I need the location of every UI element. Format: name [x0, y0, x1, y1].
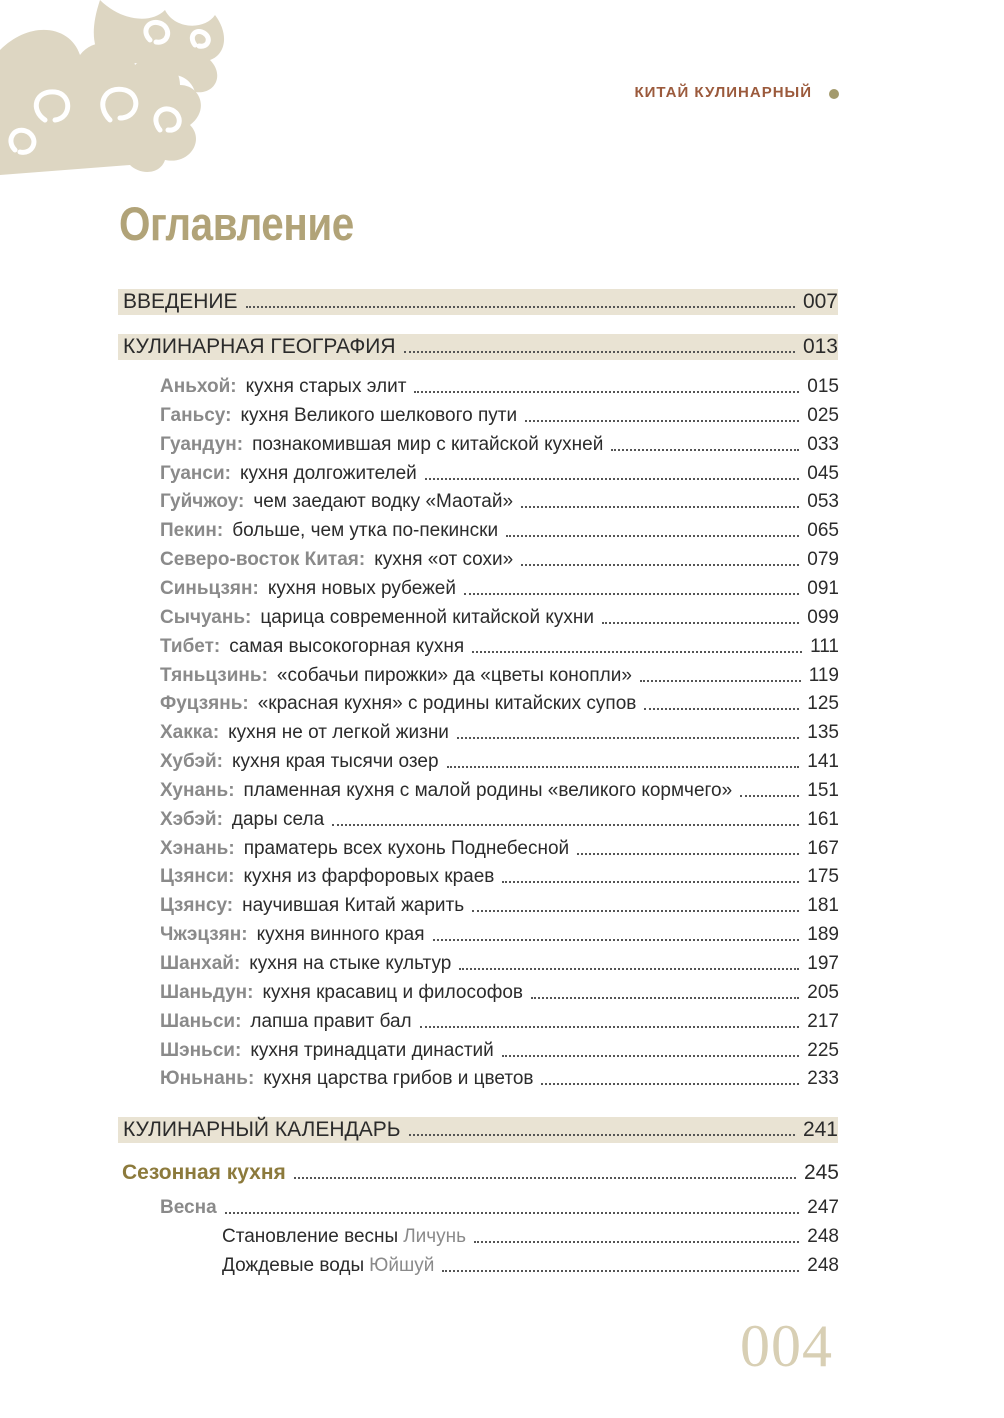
dot-leader — [404, 350, 795, 353]
dot-leader — [644, 707, 799, 710]
page-title: Оглавление — [119, 197, 354, 250]
region-description: праматерь всех кухонь Поднебесной — [243, 837, 570, 859]
toc-spring-entry[interactable] — [222, 1222, 839, 1248]
toc-region-entry[interactable] — [160, 603, 839, 629]
region-name: Гуандун: — [160, 433, 244, 455]
dot-leader — [225, 1211, 800, 1214]
entry-page: 181 — [807, 895, 839, 917]
region-description: чем заедают водку «Маотай» — [253, 491, 514, 513]
region-description: кухня «от сохи» — [374, 549, 514, 571]
section-page: 241 — [802, 1118, 838, 1141]
subsection-label: Сезонная кухня — [122, 1161, 286, 1184]
region-description: «собачьи пирожки» да «цветы конопли» — [276, 664, 632, 686]
entry-page: 079 — [807, 549, 839, 571]
entry-page: 248 — [807, 1226, 839, 1247]
dot-leader — [246, 305, 795, 308]
entry-page: 151 — [807, 779, 839, 801]
region-description: кухня красавиц и философов — [262, 981, 524, 1003]
entry-text — [222, 1226, 466, 1248]
section-label: ВВЕДЕНИЕ — [123, 290, 238, 313]
entry-text — [160, 866, 494, 888]
dot-leader — [531, 996, 799, 999]
dot-leader — [433, 938, 800, 941]
entry-text — [160, 578, 456, 600]
entry-text — [160, 405, 517, 427]
region-name: Ганьсу: — [160, 404, 232, 426]
dot-leader — [409, 1133, 795, 1136]
dot-leader — [425, 477, 800, 480]
region-name: Хакка: — [160, 722, 220, 744]
entry-text — [160, 463, 417, 485]
entry-text — [160, 1011, 412, 1033]
region-description: пламенная кухня с малой родины «великого кормчего» — [243, 779, 733, 801]
toc-region-entry[interactable] — [160, 1036, 839, 1062]
region-description: кухня новых рубежей — [267, 577, 456, 599]
dot-leader — [521, 505, 799, 508]
toc-region-entry[interactable] — [160, 718, 839, 744]
region-name: Цзянсу: — [160, 895, 234, 917]
toc-region-entry[interactable] — [160, 920, 839, 946]
entry-page: 065 — [807, 520, 839, 542]
dot-leader — [525, 419, 799, 422]
region-name: Хубэй: — [160, 751, 223, 773]
dot-leader — [502, 1054, 800, 1057]
region-description: дары села — [231, 808, 325, 830]
dot-leader — [506, 534, 799, 537]
region-name: Фуцзянь: — [160, 693, 249, 715]
page-number: 004 — [740, 1313, 833, 1379]
region-name: Тибет: — [160, 635, 221, 657]
entry-text — [160, 1068, 533, 1090]
region-description: царица современной китайской кухни — [260, 606, 595, 628]
dot-leader — [332, 823, 799, 826]
entry-text — [160, 895, 464, 917]
region-name: Шанхай: — [160, 953, 241, 974]
region-description: «красная кухня» с родины китайских супов — [257, 693, 637, 715]
toc-section-intro[interactable] — [118, 289, 838, 315]
region-description: больше, чем утка по-пекински — [232, 520, 499, 542]
region-description: кухня края тысячи озер — [231, 751, 439, 773]
dot-leader — [577, 852, 799, 855]
entry-label: Дождевые воды — [222, 1255, 365, 1276]
dot-leader — [602, 621, 799, 624]
toc-region-entry[interactable] — [160, 1064, 839, 1090]
entry-page: 053 — [807, 491, 839, 513]
entry-page: 189 — [807, 924, 839, 946]
entry-page: 161 — [807, 808, 839, 830]
entry-text — [160, 1040, 494, 1062]
entry-text — [160, 924, 425, 946]
toc-region-entry[interactable] — [160, 430, 839, 456]
entry-page: 141 — [807, 751, 839, 773]
entry-page: 175 — [807, 866, 839, 888]
region-name: Тяньцзинь: — [160, 664, 268, 686]
entry-text — [160, 434, 603, 456]
entry-text — [160, 636, 464, 658]
subsection-page: 245 — [803, 1161, 839, 1184]
region-description: кухня из фарфоровых краев — [243, 866, 495, 888]
dot-leader — [420, 1025, 800, 1028]
region-name: Шаньси: — [160, 1010, 242, 1032]
entry-page: 233 — [807, 1068, 839, 1090]
entry-page: 015 — [807, 376, 839, 397]
region-description: кухня на стыке культур — [249, 953, 452, 974]
toc-region-entry[interactable] — [160, 487, 839, 513]
region-name: Сычуань: — [160, 606, 252, 628]
region-name: Северо-восток Китая: — [160, 549, 366, 571]
dot-leader — [294, 1176, 796, 1179]
toc-region-entry[interactable] — [160, 949, 839, 975]
dot-leader — [611, 448, 799, 451]
entry-page: 033 — [807, 433, 839, 455]
toc-region-entry[interactable] — [160, 689, 839, 715]
entry-page: 091 — [807, 577, 839, 599]
entry-text — [160, 982, 523, 1004]
entry-page: 247 — [807, 1197, 839, 1218]
region-name: Хэнань: — [160, 837, 235, 859]
region-description: кухня винного края — [256, 924, 425, 946]
entry-page: 111 — [810, 635, 839, 657]
dot-leader — [472, 650, 802, 653]
entry-page: 045 — [807, 462, 839, 484]
dot-leader — [541, 1082, 799, 1085]
entry-page: 205 — [807, 981, 839, 1003]
toc-region-entry[interactable] — [160, 516, 839, 542]
toc-region-entry[interactable] — [160, 372, 839, 398]
entry-page: 197 — [807, 953, 839, 974]
entry-page: 248 — [807, 1255, 839, 1276]
entry-text — [160, 491, 513, 513]
entry-page: 217 — [807, 1010, 839, 1032]
dot-leader — [457, 736, 799, 739]
entry-page: 099 — [807, 606, 839, 628]
dot-leader — [640, 679, 801, 682]
region-name: Аньхой: — [160, 376, 237, 397]
toc-region-entry[interactable] — [160, 805, 839, 831]
entry-text — [160, 549, 513, 571]
entry-text — [160, 838, 569, 860]
toc-region-entry[interactable] — [160, 545, 839, 571]
region-name: Цзянси: — [160, 866, 235, 888]
region-name: Пекин: — [160, 520, 224, 542]
entry-page: 135 — [807, 722, 839, 744]
entry-page: 025 — [807, 404, 839, 426]
section-label: КУЛИНАРНЫЙ КАЛЕНДАРЬ — [123, 1118, 401, 1141]
toc-subsection-seasonal[interactable] — [122, 1158, 839, 1184]
region-name: Шаньдун: — [160, 981, 254, 1003]
toc-entry-spring[interactable] — [160, 1193, 839, 1219]
entry-text — [160, 751, 439, 773]
toc-region-entry[interactable] — [160, 834, 839, 860]
toc-section-calendar[interactable] — [118, 1117, 838, 1143]
dot-leader — [414, 390, 799, 393]
toc-region-entry[interactable] — [160, 661, 839, 687]
toc-region-entry[interactable] — [160, 459, 839, 485]
entry-text — [160, 953, 451, 975]
entry-text — [160, 376, 406, 398]
dot-leader — [740, 794, 799, 797]
entry-page: 167 — [807, 837, 839, 859]
toc-region-entry[interactable] — [160, 891, 839, 917]
region-name: Шэньси: — [160, 1039, 242, 1061]
region-description: кухня старых элит — [245, 376, 407, 397]
region-name: Гуйчжоу: — [160, 491, 245, 513]
entry-page: 119 — [808, 664, 839, 686]
region-description: кухня Великого шелкового пути — [240, 404, 518, 426]
region-description: кухня царства грибов и цветов — [263, 1068, 534, 1090]
entry-text — [160, 722, 449, 744]
region-name: Хэбэй: — [160, 808, 223, 830]
entry-term: Личунь — [403, 1226, 467, 1247]
toc-spring-entry[interactable] — [222, 1251, 839, 1277]
dot-leader — [464, 592, 799, 595]
region-description: кухня не от легкой жизни — [228, 722, 449, 744]
region-name: Чжэцзян: — [160, 924, 248, 946]
entry-text — [160, 607, 594, 629]
dot-leader — [472, 909, 799, 912]
entry-text — [160, 665, 632, 687]
entry-text — [160, 520, 498, 542]
entry-text — [160, 780, 732, 802]
dot-leader — [502, 880, 799, 883]
dot-leader — [442, 1269, 799, 1272]
dot-leader — [447, 765, 800, 768]
running-title: КИТАЙ КУЛИНАРНЫЙ — [634, 84, 812, 101]
entry-page: 125 — [807, 693, 839, 715]
toc-region-entry[interactable] — [160, 401, 839, 427]
entry-page: 225 — [807, 1039, 839, 1061]
toc-region-entry[interactable] — [160, 862, 839, 888]
region-description: лапша правит бал — [250, 1010, 412, 1032]
section-page: 007 — [802, 290, 838, 313]
toc-region-entry[interactable] — [160, 1007, 839, 1033]
section-label: КУЛИНАРНАЯ ГЕОГРАФИЯ — [123, 335, 396, 358]
dot-leader — [459, 967, 799, 970]
region-name: Хунань: — [160, 779, 235, 801]
entry-text — [222, 1255, 434, 1277]
entry-label: Весна — [160, 1197, 217, 1218]
region-description: кухня тринадцати династий — [250, 1039, 494, 1061]
entry-text — [160, 809, 324, 831]
toc-region-entry[interactable] — [160, 632, 839, 658]
toc-region-entry[interactable] — [160, 776, 839, 802]
region-description: познакомившая мир с китайской кухней — [252, 433, 604, 455]
region-name: Юньнань: — [160, 1068, 255, 1090]
entry-label: Становление весны — [222, 1226, 399, 1247]
region-name: Синьцзян: — [160, 577, 259, 599]
section-page: 013 — [802, 335, 838, 358]
toc-section-geography[interactable] — [118, 334, 838, 360]
toc-region-entry[interactable] — [160, 747, 839, 773]
region-description: кухня долгожителей — [239, 462, 417, 484]
dot-leader — [521, 563, 799, 566]
region-name: Гуанси: — [160, 462, 231, 484]
dot-leader — [474, 1240, 799, 1243]
toc-region-entry[interactable] — [160, 574, 839, 600]
entry-term: Юйшуй — [369, 1255, 435, 1276]
toc-region-entry[interactable] — [160, 978, 839, 1004]
region-description: научившая Китай жарить — [242, 895, 465, 917]
region-description: самая высокогорная кухня — [229, 635, 465, 657]
entry-text — [160, 693, 636, 715]
